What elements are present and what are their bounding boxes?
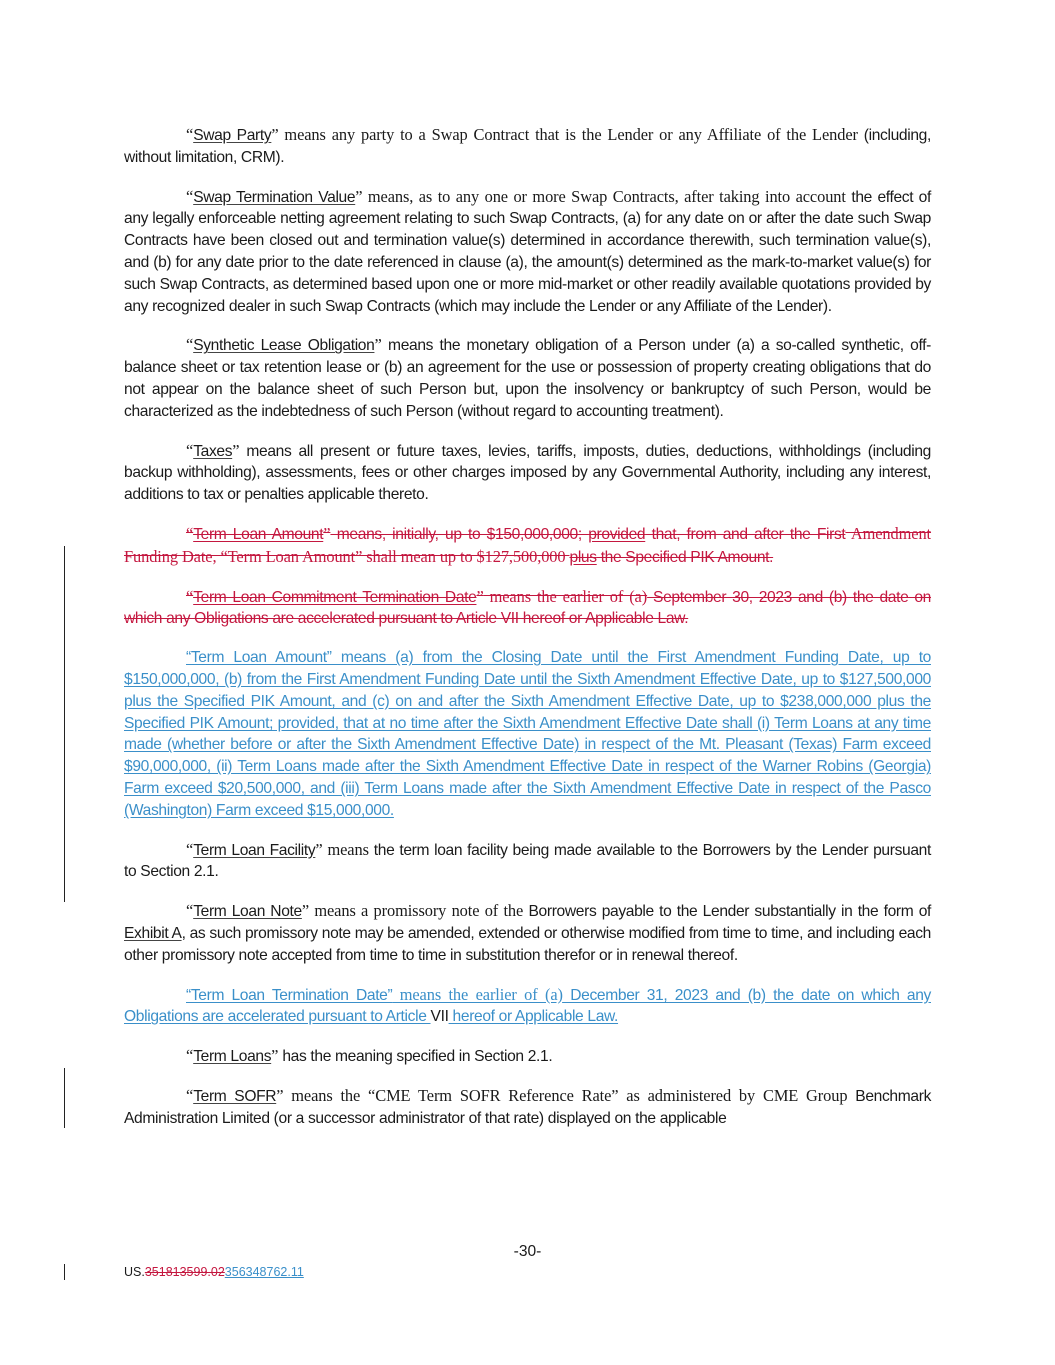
deleted-text: the Specified PIK Amount.: [596, 548, 774, 566]
inserted-text: hereof or Applicable Law.: [448, 1008, 619, 1026]
defined-term: Term SOFR: [193, 1087, 277, 1105]
open-quote: “: [186, 125, 194, 144]
defined-term: Term Loan Amount: [193, 525, 324, 543]
document-id-prefix: US.: [124, 1265, 145, 1279]
definition-text: Borrowers payable to the Lender substantially in the form of: [523, 903, 932, 921]
document-page: [124, 124, 931, 1146]
defined-term: Term Loan Commitment Termination Date: [193, 588, 477, 606]
defined-term: Swap Termination Value: [193, 188, 356, 206]
deleted-text-plus: plus: [569, 548, 597, 566]
inserted-text: December 31, 2023 and (b) the date on which any Obligations are accelerated pursuant to Article: [124, 986, 931, 1026]
open-quote: “: [186, 1085, 194, 1105]
defined-term: Synthetic Lease Obligation: [193, 337, 375, 355]
definition-term-sofr: [124, 1085, 931, 1130]
open-quote: “: [186, 440, 194, 460]
unchanged-text: VII: [430, 1008, 449, 1026]
defined-term: Term Loan Note: [193, 903, 302, 921]
close-quote: ”: [323, 523, 331, 543]
definition-text: means all present or future taxes, levies, tariffs, imposts, duties, deductions, withholdings (including backup withholding), assessments, fees or other charges imposed by any Governmental Authority, including any interest, additions to tax or penalties applicable thereto.: [124, 442, 931, 504]
close-quote: ”: [232, 440, 240, 460]
close-quote: ”: [301, 901, 310, 921]
defined-term: Term Loans: [193, 1048, 272, 1066]
close-quote: ”: [315, 839, 323, 859]
definition-text: means: [322, 839, 369, 859]
definition-text: means a promissory note of the: [309, 901, 524, 921]
deleted-text: means, initially, up to $150,000,000;: [330, 525, 589, 543]
definition-text: means the “CME Term SOFR Reference Rate” as administered by CME Group: [283, 1085, 848, 1105]
definition-term-loan-termination-date-inserted: [124, 984, 931, 1029]
definition-text: means, as to any one or more Swap Contracts, after taking into account: [362, 186, 846, 206]
document-id-deleted: 351813599.02: [144, 1265, 225, 1279]
deleted-text: Amendment Funding Date, “Term Loan Amount” shall mean up to $127,500,000: [124, 523, 932, 566]
definition-term-loan-note: [124, 900, 931, 966]
open-quote: “: [186, 839, 194, 859]
definition-swap-party: [124, 124, 931, 169]
deleted-text: means the earlier of (a): [483, 586, 648, 606]
definition-text: means the monetary obligation of a Person under (a) a so-called synthetic, off-balance sheet or tax retention lease or (b) an agreement for the use or possession of property creating obligations that do not appear on the balance sheet of such Person but, upon the insolvency or bankruptcy of such Person, would be characterized as the indebtedness of such Person (without regard to accounting treatment).: [124, 337, 931, 420]
open-quote: “: [186, 1046, 194, 1066]
page-number: -30-: [513, 1243, 542, 1260]
close-quote: ”: [276, 1085, 284, 1105]
definition-term-loan-amount-deleted: [124, 523, 931, 569]
open-quote: “: [186, 523, 194, 543]
definition-term-loan-facility: [124, 839, 931, 884]
inserted-text: “Term Loan Amount” means (a) from the Closing Date until the First Amendment Funding Date, up to $150,000,000, (b) from the First Amendment Funding Date until the Sixth Amendment Effective Date, up to $127,500,000 plus the Specified PIK Amount, and (c) on and after the Sixth Amendment Effective Date, up to $238,000,000 plus the Specified PIK Amount; provided, that at no time after the Sixth Amendment Effective Date shall (i) Term Loans at any time made (whether before or after the Sixth Amendment Effective Date) in respect of the Mt. Pleasant (Texas) Farm exceed $90,000,000, (ii) Term Loans made after the Sixth Amendment Effective Date in respect of the Warner Robins (Georgia) Farm exceed $20,500,000, and (iii) Term Loans made after the Sixth Amendment Effective Date in respect of the Pasco (Washington) Farm exceed $15,000,000.: [124, 649, 931, 819]
definition-term-loans: [124, 1045, 931, 1068]
change-bar: [64, 1068, 65, 1128]
deleted-text: that, from and after the First: [645, 525, 846, 543]
close-quote: ”: [355, 186, 363, 206]
definition-synthetic-lease-obligation: [124, 334, 931, 422]
open-quote: “: [186, 335, 194, 355]
deleted-text: September 30, 2023 and (b) the date on which any Obligations are accelerated pursuant to Article VII hereof or Applicable Law.: [124, 588, 931, 628]
definition-taxes: [124, 440, 931, 506]
definition-text: , as such promissory note may be amended, extended or otherwise modified from time to time, and including each other promissory note accepted from time to time in substitution therefor or in renewal thereof.: [124, 924, 931, 964]
defined-term: Taxes: [193, 442, 233, 460]
definition-term-loan-amount-inserted: [124, 647, 931, 821]
definition-text: the term loan facility being made available to the Borrowers by the Lender pursuant to Section 2.1.: [124, 841, 931, 881]
definition-term-loan-commitment-termination-date-deleted: [124, 586, 931, 631]
document-id: [124, 1265, 304, 1279]
open-quote: “: [186, 186, 194, 206]
close-quote: ”: [476, 586, 484, 606]
open-quote: “: [186, 586, 194, 606]
inserted-text: means the earlier of (a): [392, 984, 563, 1004]
definition-swap-termination-value: [124, 186, 931, 318]
close-quote: ”: [374, 335, 382, 355]
inserted-text: “Term Loan Termination Date”: [186, 986, 393, 1004]
close-quote: ”: [271, 1046, 279, 1066]
deleted-text-provided: provided: [588, 525, 646, 543]
open-quote: “: [186, 901, 194, 921]
close-quote: ”: [271, 125, 279, 144]
change-bar: [64, 546, 65, 902]
exhibit-reference: Exhibit A: [124, 924, 182, 942]
definition-text: (including, without limitation, CRM).: [124, 127, 931, 166]
definition-text: means any party to a Swap Contract that is the Lender or any Affiliate of the Lender: [278, 125, 858, 144]
definition-text: has the meaning specified in Section 2.1.: [278, 1048, 553, 1066]
document-id-inserted: 356348762.11: [224, 1265, 304, 1279]
change-bar: [64, 1264, 65, 1280]
defined-term: Term Loan Facility: [193, 841, 316, 859]
defined-term: Swap Party: [193, 127, 272, 144]
definition-text: the effect of any legally enforceable netting agreement relating to such Swap Contracts, (a) for any date on or after the date such Swap Contracts have been closed out and termination value(s) determined in accordance therewith, such termination value(s), and (b) for any date prior to the date referenced in clause (a), the amount(s) determined as the mark-to-market value(s) for such Swap Contracts, as determined based upon one or more mid-market or other readily available quotations provided by any recognized dealer in such Swap Contracts (which may include the Lender or any Affiliate of the Lender).: [124, 188, 931, 315]
definition-text: Benchmark Administration Limited (or a successor administrator of that rate) displayed on the applicable: [124, 1087, 932, 1127]
